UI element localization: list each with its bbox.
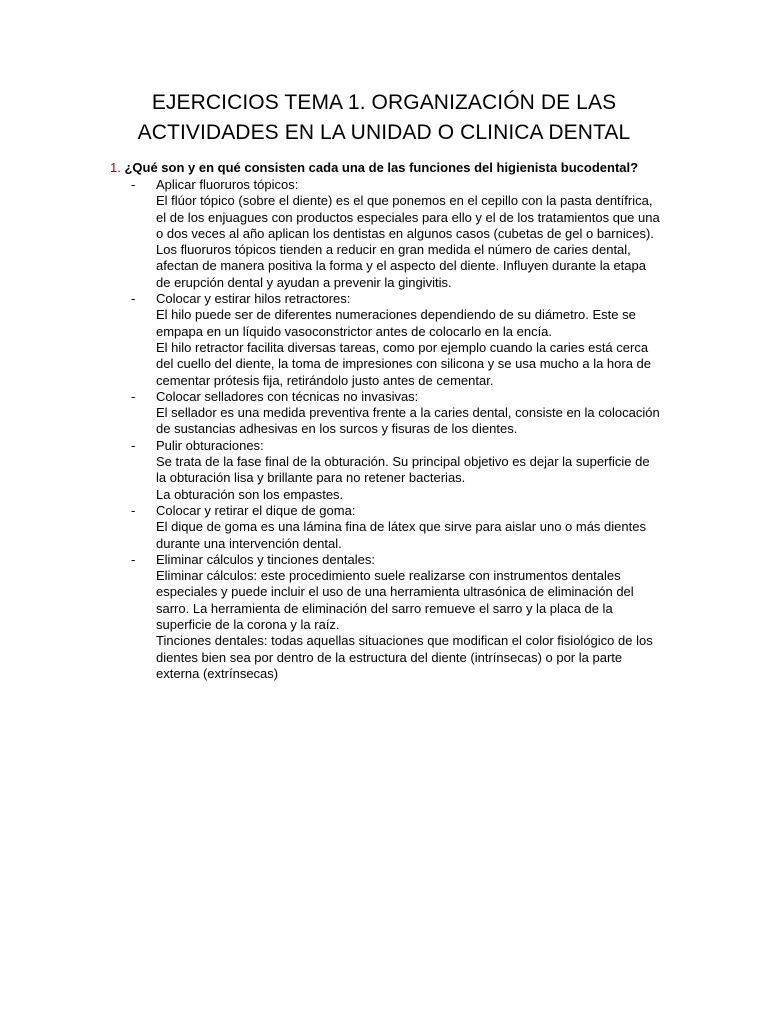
list-item (131, 552, 661, 682)
answer-list (131, 177, 661, 682)
item-line: Los fluoruros tópicos tienden a reducir en gran medida el número de caries dental, (156, 242, 631, 258)
item-line: cementar prótesis fija, retirándolo justo antes de cementar. (156, 372, 494, 388)
item-heading: Colocar y retirar el dique de goma: (156, 502, 356, 518)
item-line: afectan de manera positiva la forma y el aspecto del diente. Influyen durante la etapa (156, 258, 646, 274)
item-line: de erupción dental y ayudan a prevenir la gingivitis. (156, 274, 452, 290)
item-line: Eliminar cálculos: este procedimiento suele realizarse con instrumentos dentales (156, 568, 621, 584)
bullet-dash: - (131, 437, 136, 453)
bullet-dash: - (131, 177, 136, 192)
bullet-dash: - (131, 291, 136, 307)
item-heading: Colocar selladores con técnicas no invasivas: (156, 388, 419, 404)
title-line-1: EJERCICIOS TEMA 1. ORGANIZACIÓN DE LAS (151, 91, 617, 114)
item-line: La obturación son los empastes. (156, 486, 344, 502)
item-heading: Aplicar fluoruros tópicos: (156, 177, 299, 192)
title-line-2: ACTIVIDADES EN LA UNIDAD O CLINICA DENTAL (137, 121, 631, 144)
item-line: o dos veces al año aplican los dentistas en algunos casos (cubetas de gel o barnices). (156, 225, 654, 241)
item-heading: Eliminar cálculos y tinciones dentales: (156, 551, 375, 567)
bullet-dash: - (131, 551, 136, 567)
bullet-dash: - (131, 388, 136, 404)
item-line: El flúor tópico (sobre el diente) es el que ponemos en el cepillo con la pasta dentífrica, (156, 193, 653, 209)
question-number: 1. (110, 160, 121, 175)
item-line: el de los enjuagues con productos especiales para ello y el de los tratamientos que una (156, 209, 660, 225)
list-item (131, 177, 661, 291)
document-title (100, 88, 668, 148)
item-line: la obturación lisa y brillante para no retener bacterias. (156, 470, 466, 486)
item-line: de sustancias adhesivas en los surcos y fisuras de los dientes. (156, 421, 518, 437)
item-line: El dique de goma es una lámina fina de látex que sirve para aislar uno o más dientes (156, 519, 646, 535)
item-heading: Pulir obturaciones: (156, 437, 264, 453)
question-1 (110, 160, 670, 176)
list-item (131, 291, 661, 389)
item-line: El sellador es una medida preventiva frente a la caries dental, consiste en la colocación (156, 405, 660, 421)
item-line: durante una intervención dental. (156, 535, 342, 551)
item-line: Se trata de la fase final de la obturación. Su principal objetivo es dejar la superficie de (156, 454, 650, 470)
bullet-dash: - (131, 502, 136, 518)
item-line: especiales y puede incluir el uso de una herramienta ultrasónica de eliminación del (156, 584, 634, 600)
question-text: ¿Qué son y en qué consisten cada una de las funciones del higienista bucodental? (124, 160, 639, 175)
list-item (131, 389, 661, 438)
item-heading: Colocar y estirar hilos retractores: (156, 291, 351, 307)
item-line: El hilo retractor facilita diversas tareas, como por ejemplo cuando la caries está cerca (156, 339, 649, 355)
list-item (131, 438, 661, 503)
item-line: dientes bien sea por dentro de la estructura del diente (intrínsecas) o por la parte (156, 649, 623, 665)
list-item (131, 503, 661, 552)
item-line: sarro. La herramienta de eliminación del sarro remueve el sarro y la placa de la (156, 600, 613, 616)
item-line: Tinciones dentales: todas aquellas situaciones que modifican el color fisiológico de los (156, 633, 653, 649)
item-line: externa (extrínsecas) (156, 665, 279, 681)
item-line: superficie de la corona y la raíz. (156, 617, 340, 633)
item-line: El hilo puede ser de diferentes numeraciones dependiendo de su diámetro. Este se (156, 307, 636, 323)
item-line: empapa en un líquido vasoconstrictor antes de colocarlo en la encía. (156, 323, 553, 339)
item-line: del cuello del diente, la toma de impresiones con silicona y se usa mucho a la hora de (156, 356, 652, 372)
